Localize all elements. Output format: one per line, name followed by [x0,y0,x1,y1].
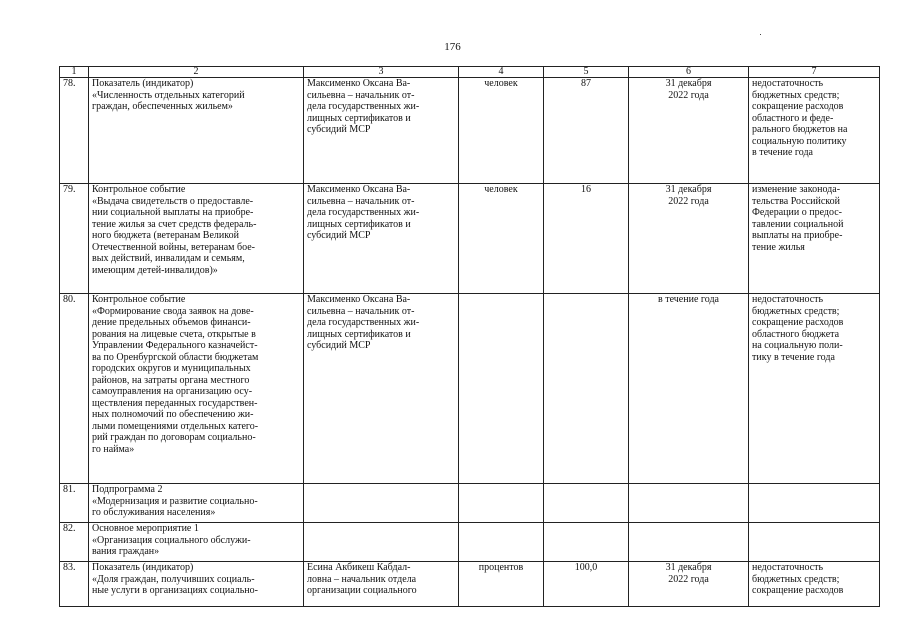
header-cell-2: 2 [89,67,304,78]
row-number-cell-text: 83. [63,562,76,573]
measure-name-cell [89,184,304,294]
unit-cell [459,184,544,294]
measure-name-cell [89,294,304,484]
risks-cell-text: недостаточность бюджетных средств; сокращение расходов областного бюджета на социальную поли- тику в течение года [752,294,844,363]
value-cell [544,294,629,484]
measure-name-cell-text: Контрольное событие «Выдача свидетельств о предоставле- нии социальной выплаты на приобре- тение жилья за счет средств федераль- ного бюджета (ветеранам Великой Отечественной войны, ветеранам бое- вых действий, инвалидам и семьям, имеющим детей-инвалидов)» [92,184,257,276]
table-row [60,523,880,562]
row-number-cell [60,78,89,184]
measure-name-cell [89,562,304,607]
value-cell [544,184,629,294]
unit-cell-text: процентов [478,562,524,573]
measure-name-cell [89,523,304,562]
risks-cell [749,294,880,484]
table-row [60,562,880,607]
deadline-cell [629,523,749,562]
risks-cell [749,78,880,184]
table-body [60,67,880,607]
row-number-cell-text: 81. [63,484,76,495]
value-cell [544,562,629,607]
value-cell [544,484,629,523]
row-number-cell [60,294,89,484]
responsible-cell [304,184,459,294]
deadline-cell-text: 31 декабря 2022 года [665,78,712,101]
table-row [60,184,880,294]
responsible-cell-text: Максименко Оксана Ва- сильевна – начальник от- дела государственных жи- лищных сертификатов и субсидий МСР [307,294,420,351]
risks-cell-text: изменение законода- тельства Российской Федерации о предос- тавлении социальной выплаты на приобре- тение жилья [752,184,844,253]
measure-name-cell [89,78,304,184]
deadline-cell [629,562,749,607]
row-number-cell [60,484,89,523]
row-number-cell-text: 79. [63,184,76,195]
deadline-cell-text: 31 декабря 2022 года [665,562,712,585]
table-row [60,294,880,484]
row-number-cell [60,523,89,562]
unit-cell [459,562,544,607]
measure-name-cell-text: Показатель (индикатор) «Доля граждан, получивших социаль- ные услуги в организациях социально- [92,562,258,596]
header-cell-7: 7 [749,67,880,78]
value-cell-text: 16 [581,184,591,195]
header-cell-4: 4 [459,67,544,78]
unit-cell [459,484,544,523]
unit-cell [459,294,544,484]
responsible-cell [304,484,459,523]
row-number-cell [60,184,89,294]
header-cell-5: 5 [544,67,629,78]
risks-cell [749,523,880,562]
header-cell-1: 1 [60,67,89,78]
measure-name-cell-text: Подпрограмма 2 «Модернизация и развитие социально- го обслуживания населения» [92,484,258,518]
measure-name-cell-text: Показатель (индикатор) «Численность отдельных категорий граждан, обеспеченных жильем» [92,78,245,112]
row-number-cell [60,562,89,607]
unit-cell-text: человек [484,78,518,89]
risks-cell-text: недостаточность бюджетных средств; сокращение расходов [752,562,844,596]
responsible-cell [304,562,459,607]
unit-cell [459,78,544,184]
row-number-cell-text: 82. [63,523,76,534]
measure-name-cell-text: Контрольное событие «Формирование свода заявок на дове- дение предельных объемов финанси- рования на лицевые счета, открытые в Управлении Федерального казначейст- ва по Оренбургской области бюджетам городских округов и муниципальных районов, на затраты органа местного самоуправления на организацию осу- ществления переданных государствен- ных полномочий по обеспечению жи- лыми помещениями отдельных катего- рий граждан по договорам социально- го найма» [92,294,259,455]
deadline-cell-text: в течение года [658,294,719,305]
row-number-cell-text: 80. [63,294,76,305]
value-cell-text: 100,0 [574,562,598,573]
deadline-cell [629,294,749,484]
responsible-cell-text: Есина Акбикеш Кабдал- ловна – начальник отдела организации социального [307,562,417,596]
deadline-cell [629,484,749,523]
measures-table [59,66,880,607]
value-cell [544,523,629,562]
table-row [60,78,880,184]
risks-cell [749,484,880,523]
deadline-cell [629,184,749,294]
responsible-cell [304,523,459,562]
risks-cell [749,184,880,294]
responsible-cell-text: Максименко Оксана Ва- сильевна – начальник от- дела государственных жи- лищных сертификатов и субсидий МСР [307,78,420,135]
measure-name-cell-text: Основное мероприятие 1 «Организация социального обслужи- вания граждан» [92,523,251,557]
responsible-cell [304,294,459,484]
value-cell [544,78,629,184]
header-row [60,67,880,78]
table-row [60,484,880,523]
risks-cell-text: недостаточность бюджетных средств; сокращение расходов областного и феде- рального бюджетов на социальную политику в течение года [752,78,848,158]
deadline-cell-text: 31 декабря 2022 года [665,184,712,207]
risks-cell [749,562,880,607]
unit-cell [459,523,544,562]
header-cell-3: 3 [304,67,459,78]
row-number-cell-text: 78. [63,78,76,89]
value-cell-text: 87 [581,78,591,89]
scan-speck [760,34,761,35]
responsible-cell-text: Максименко Оксана Ва- сильевна – начальник от- дела государственных жи- лищных сертификатов и субсидий МСР [307,184,420,241]
header-cell-6: 6 [629,67,749,78]
responsible-cell [304,78,459,184]
deadline-cell [629,78,749,184]
page-number: 176 [444,41,461,53]
measure-name-cell [89,484,304,523]
unit-cell-text: человек [484,184,518,195]
